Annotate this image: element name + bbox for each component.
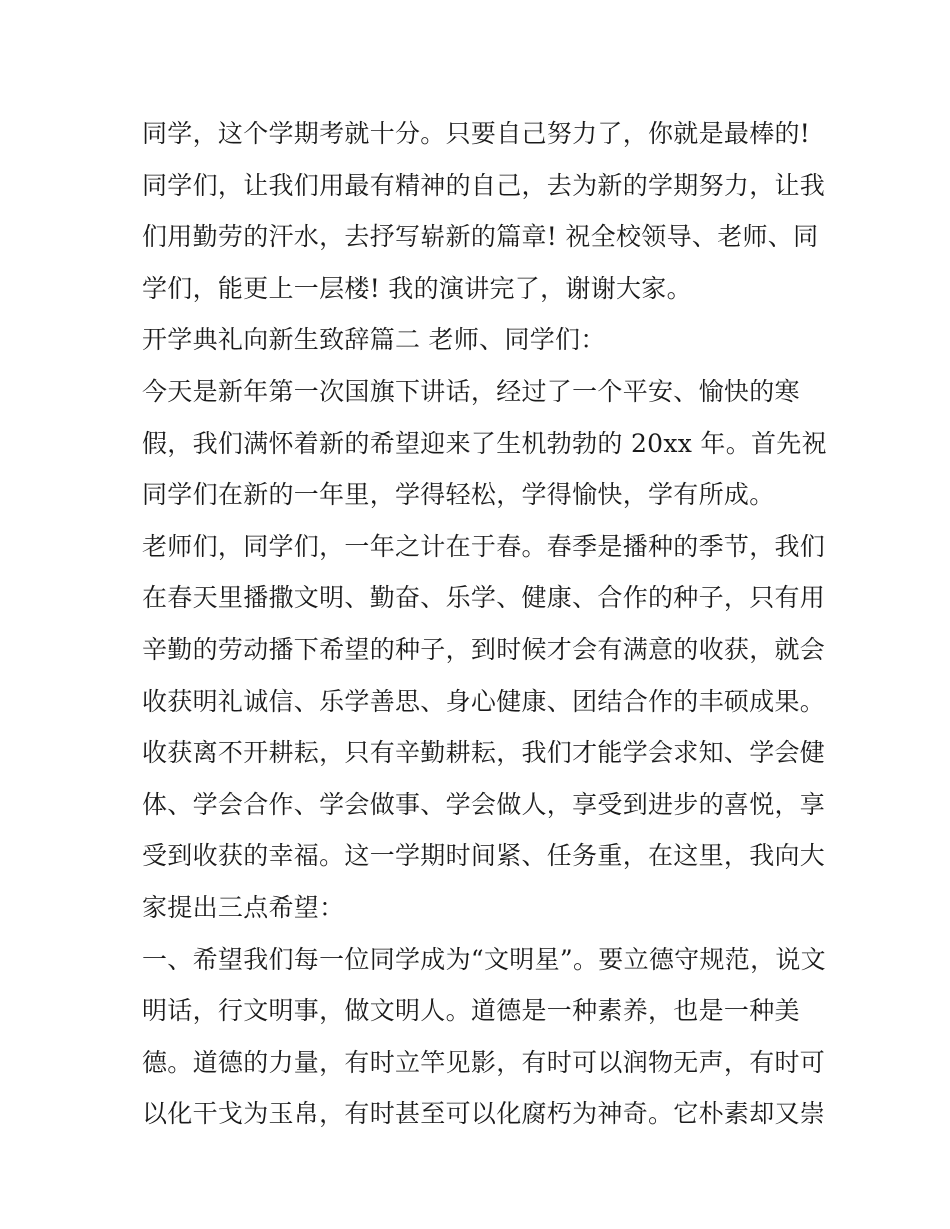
text-line: 假，我们满怀着新的希望迎来了生机勃勃的 20xx 年。首先祝 [142, 428, 827, 458]
text-line: 同学，这个学期考就十分。只要自己努力了，你就是最棒的! [142, 119, 811, 148]
text-line: 同学们在新的一年里，学得轻松，学得愉快，学有所成。 [142, 480, 775, 510]
text-line: 在春天里播撒文明、勤奋、乐学、健康、合作的种子，只有用 [142, 583, 826, 613]
section-heading-line: 开学典礼向新生致辞篇二 老师、同学们： [142, 325, 606, 355]
text-line: 受到收获的幸福。这一学期时间紧、任务重，在这里，我向大 [142, 841, 826, 871]
text-line: 明话，行文明事，做文明人。道德是一种素养，也是一种美 [142, 996, 800, 1026]
text-line: 一、希望我们每一位同学成为“文明星”。要立德守规范，说文 [142, 944, 826, 974]
text-line: 以化干戈为玉帛，有时甚至可以化腐朽为神奇。它朴素却又崇 [142, 1099, 826, 1129]
text-line: 收获离不开耕耘，只有辛勤耕耘，我们才能学会求知、学会健 [142, 738, 826, 768]
text-line: 辛勤的劳动播下希望的种子，到时候才会有满意的收获，就会 [142, 634, 826, 664]
text-line: 学们，能更上一层楼! 我的演讲完了，谢谢大家。 [142, 273, 692, 303]
text-line: 体、学会合作、学会做事、学会做人，享受到进步的喜悦，享 [142, 789, 826, 819]
text-line: 德。道德的力量，有时立竿见影，有时可以润物无声，有时可 [142, 1047, 826, 1077]
text-line: 今天是新年第一次国旗下讲话，经过了一个平安、愉快的寒 [142, 376, 800, 406]
text-line: 老师们，同学们，一年之计在于春。春季是播种的季节，我们 [142, 531, 826, 561]
text-line: 收获明礼诚信、乐学善思、身心健康、团结合作的丰硕成果。 [142, 686, 826, 716]
document-body [142, 108, 827, 1140]
text-line: 们用勤劳的汗水，去抒写崭新的篇章! 祝全校领导、老师、同 [142, 222, 819, 252]
text-line: 家提出三点希望： [142, 892, 345, 922]
text-line: 同学们，让我们用最有精神的自己，去为新的学期努力，让我 [142, 170, 826, 200]
